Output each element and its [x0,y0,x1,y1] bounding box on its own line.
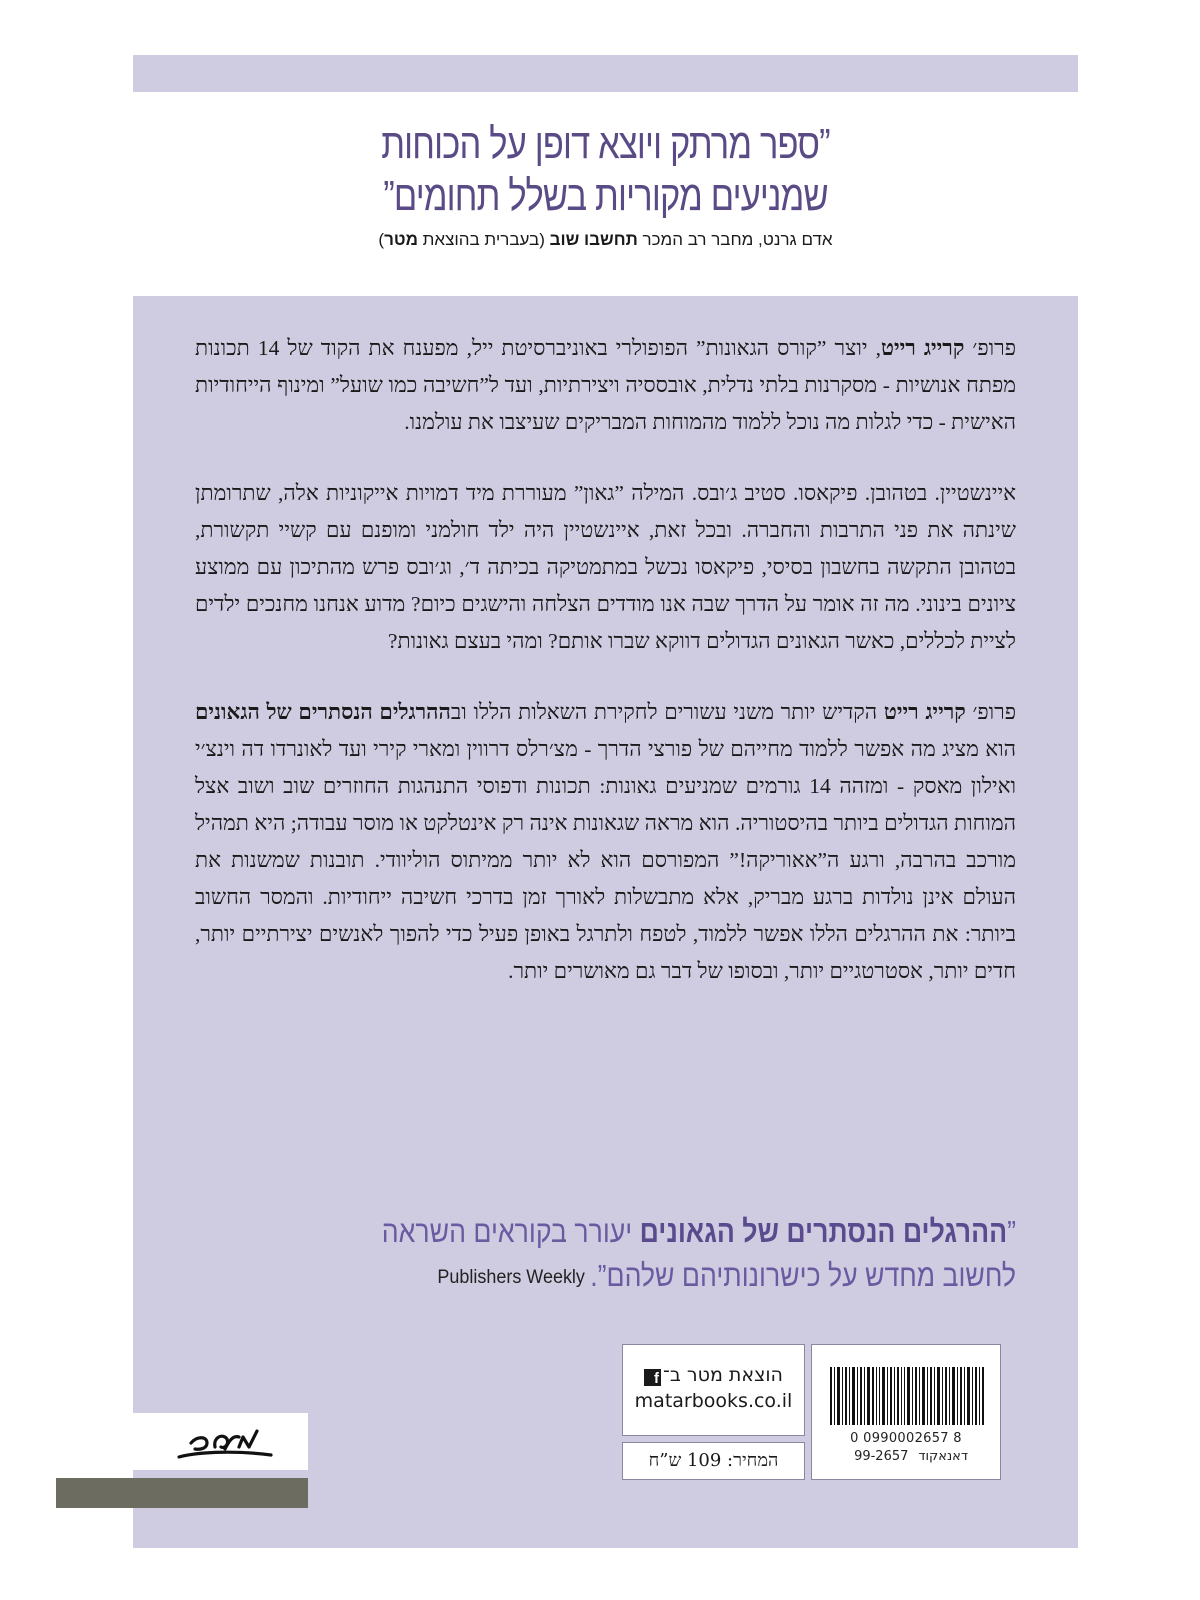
blurb-paragraph-1 [195,330,1016,441]
pull-quote-line-1-text: יעורר בקוראים השראה [381,1214,640,1249]
pull-quote-book-title: ההרגלים הנסתרים של הגאונים [639,1214,1008,1249]
attribution-book-title: תחשבו שוב [549,230,638,249]
facebook-line [623,1363,804,1387]
open-quote-mark: ” [1007,1214,1016,1249]
review-source: Publishers Weekly [437,1266,585,1288]
attribution-suffix: ) [378,230,385,249]
attribution-middle: (בעברית בהוצאת [417,230,550,249]
publisher-social-box [622,1344,805,1436]
attribution-publisher: מטר [384,230,418,249]
logo-color-bar [56,1478,308,1508]
danacode-label: דאנאקוד [918,1449,968,1464]
price-box: המחיר: 109 ש”ח [622,1442,805,1480]
headline-quote-line-2: שמניעים מקוריות בשלל תחומים” [383,172,828,219]
paragraph-3-text-2: הוא מציג מה אפשר ללמוד מחייהם של פורצי הדרך - מצ׳רלס דרווין ומארי קירי ועד לאונרדו דה וינצ׳י ואילון מאסק - ומזהה 14 גורמים שמניעים גאונות: תכונות ודפוסי התנהגות החוזרים שוב ושוב אצל המוחות הגדולים ביותר בהיסטוריה. הוא מראה שגאונות אינה רק אינטלקט או מוסר עבודה; היא תמהיל מורכב בהרבה, ורגע ה”אאוריקה!” המפורסם הוא לא יותר ממיתוס הוליוודי. תובנות שמשנות את העולם אינן נולדות ברגע מבריק, אלא מתבשלות לאורך זמן בדרכי חשיבה ייחודיות. והמסר החשוב ביותר: את ההרגלים הללו אפשר ללמוד, לטפח ולתרגל באופן פעיל כדי להפוך לאנשים יצירתיים יותר, חדים יותר, אסטרטגיים יותר, ובסופו של דבר גם מאושרים יותר. [195,737,1016,983]
danacode-value: 99-2657 [854,1449,909,1464]
facebook-icon: f [644,1369,661,1386]
paragraph-2-text: איינשטיין. בטהובן. פיקאסו. סטיב ג׳ובס. המילה ”גאון” מעוררת מיד דמויות אייקוניות אלה, שתרומתן שינתה את פני התרבות והחברה. ובכל זאת, איינשטיין היה ילד חולמני ומופנם עם קשיי תקשורת, בטהובן התקשה בחשבון בסיסי, פיקאסו נכשל במתמטיקה בכיתה ד׳, וג׳ובס פרש מהתיכון עם ממוצע ציונים בינוני. מה זה אומר על הדרך שבה אנו מודדים הצלחה והישגים כיום? מדוע אנחנו מחנכים ילדים לציית לכללים, כאשר הגאונים הגדולים דווקא שברו אותם? ומהי בעצם גאונות? [195,481,1016,653]
barcode-icon [830,1367,984,1425]
paragraph-3-prefix: פרופ׳ [965,700,1017,724]
pull-quote-line-2 [362,1254,1016,1300]
pull-quote-line-1 [362,1210,1016,1254]
facebook-label: הוצאת מטר ב־ [663,1364,783,1386]
headline-attribution [133,228,1078,252]
top-color-band [133,55,1078,92]
barcode-number: 0 0990002657 8 [850,1431,962,1446]
author-name: קרייג רייט [883,700,966,724]
book-title: ההרגלים הנסתרים של הגאונים [195,700,451,724]
pull-quote-line-2-text: לחשוב מחדש על כישרונותיהם שלהם”. [590,1258,1016,1293]
paragraph-1-text: , יוצר ”קורס הגאונות” הפופולרי באוניברסיטת ייל, מפענח את הקוד של 14 תכונות מפתח אנושיות - מסקרנות בלתי נדלית, אובססיה ויצירתיות, ועד ל”חשיבה כמו שועל” ומינוף הייחודיות האישית - כדי לגלות מה נוכל ללמוד מהמוחות המבריקים שעיצבו את עולמנו. [195,336,1016,434]
back-cover-panel [133,296,1078,1548]
paragraph-3-text-1: הקדיש יותר משני עשורים לחקירת השאלות הללו וב [450,700,884,724]
matar-logo-icon [171,1421,281,1463]
attribution-author: אדם גרנט, מחבר רב המכר [637,230,833,249]
blurb-body [195,330,1016,1024]
blurb-paragraph-3 [195,694,1016,990]
review-pull-quote [256,1210,1016,1300]
blurb-paragraph-2 [195,475,1016,660]
headline-blurb [133,118,1078,252]
danacode [812,1449,1000,1464]
publisher-logo-area [56,1413,308,1470]
publisher-website[interactable]: matarbooks.co.il [634,1390,793,1412]
author-name: קרייג רייט [880,336,965,360]
barcode-box [811,1344,1001,1480]
paragraph-1-prefix: פרופ׳ [964,336,1016,360]
headline-quote-line-1: ”ספר מרתק ויוצא דופן על הכוחות [381,120,830,167]
